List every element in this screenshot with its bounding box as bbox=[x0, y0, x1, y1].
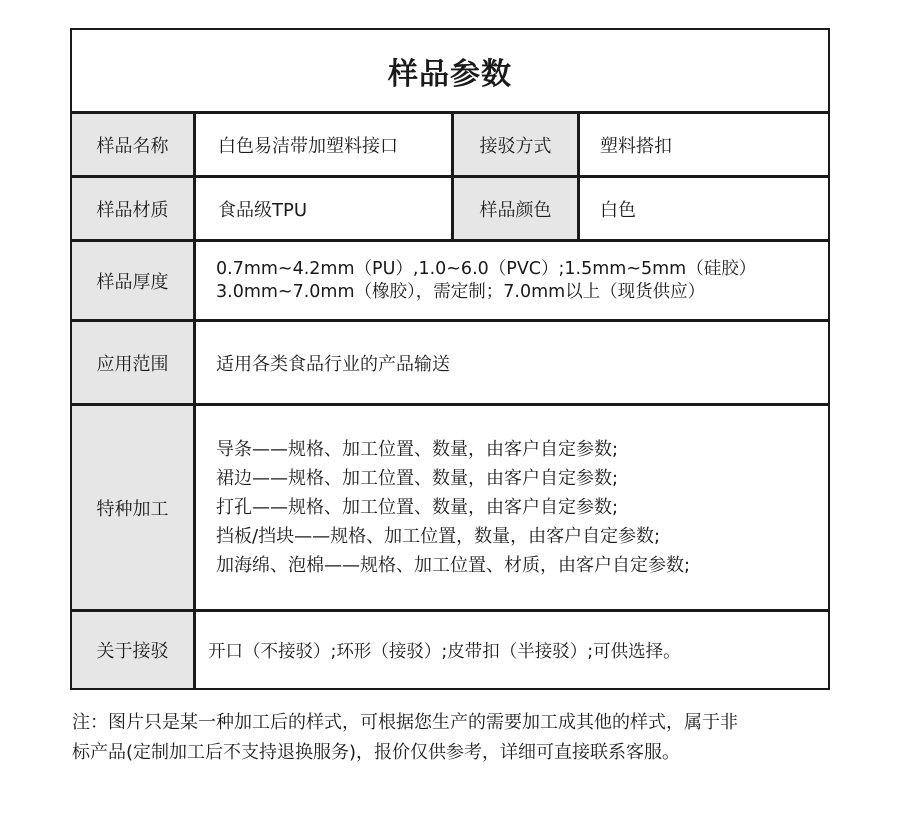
processing-line: 打孔——规格、加工位置、数量，由客户自定参数; bbox=[216, 497, 619, 518]
label-sample-color: 样品颜色 bbox=[454, 178, 580, 239]
footnote-line: 标产品(定制加工后不支持退换服务)，报价仅供参考，详细可直接联系客服。 bbox=[72, 742, 681, 763]
value-connection-method: 塑料搭扣 bbox=[600, 135, 672, 157]
row-application bbox=[72, 322, 828, 406]
value-connection: 开口（不接驳）;环形（接驳）;皮带扣（半接驳）;可供选择。 bbox=[208, 641, 681, 662]
processing-line: 导条——规格、加工位置、数量，由客户自定参数; bbox=[216, 439, 619, 460]
footnote-line: 注：图片只是某一种加工后的样式，可根据您生产的需要加工成其他的样式，属于非 bbox=[72, 712, 738, 733]
row-special-processing bbox=[72, 406, 828, 612]
label-sample-material: 样品材质 bbox=[72, 178, 196, 239]
row-sample-thickness bbox=[72, 242, 828, 322]
thickness-line: 0.7mm~4.2mm（PU）,1.0~6.0（PVC）;1.5mm~5mm（硅胶） bbox=[216, 258, 757, 279]
processing-line: 加海绵、泡棉——规格、加工位置、材质，由客户自定参数; bbox=[216, 555, 691, 576]
value-sample-material: 食品级TPU bbox=[196, 178, 454, 239]
value-special-processing bbox=[196, 406, 828, 609]
label-sample-thickness: 样品厚度 bbox=[72, 242, 196, 319]
table-title: 样品参数 bbox=[388, 56, 512, 92]
row-connection bbox=[72, 612, 828, 688]
table-title-row bbox=[72, 30, 828, 114]
value-sample-color: 白色 bbox=[600, 199, 636, 221]
label-special-processing: 特种加工 bbox=[72, 406, 196, 609]
value-application: 适用各类食品行业的产品输送 bbox=[216, 353, 450, 375]
row-sample-material bbox=[72, 178, 828, 242]
thickness-line: 3.0mm~7.0mm（橡胶），需定制；7.0mm以上（现货供应） bbox=[216, 281, 706, 302]
value-sample-name: 白色易洁带加塑料接口 bbox=[196, 114, 454, 175]
processing-line: 挡板/挡块——规格、加工位置，数量，由客户自定参数; bbox=[216, 526, 661, 547]
processing-line: 裙边——规格、加工位置、数量，由客户自定参数; bbox=[216, 468, 619, 489]
spec-table bbox=[70, 28, 830, 690]
value-sample-thickness bbox=[196, 242, 828, 319]
label-connection-method: 接驳方式 bbox=[454, 114, 580, 175]
row-sample-name bbox=[72, 114, 828, 178]
label-sample-name: 样品名称 bbox=[72, 114, 196, 175]
label-connection: 关于接驳 bbox=[72, 612, 196, 688]
footnote bbox=[72, 708, 832, 768]
label-application: 应用范围 bbox=[72, 322, 196, 403]
